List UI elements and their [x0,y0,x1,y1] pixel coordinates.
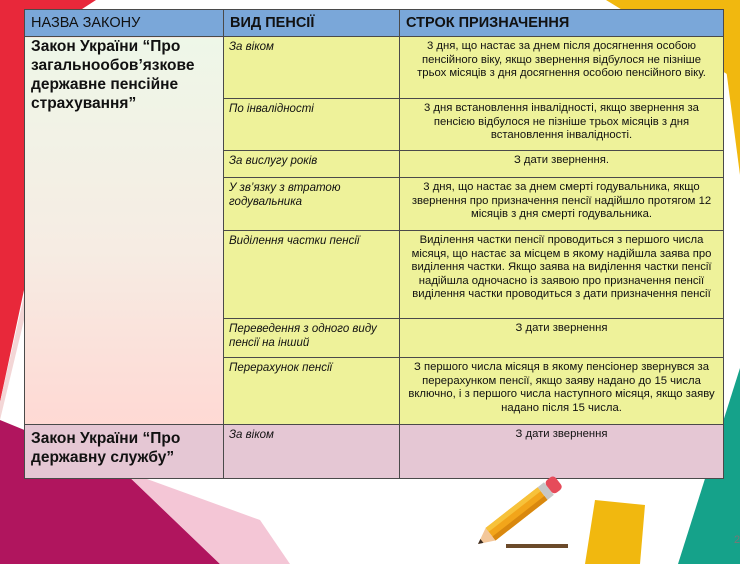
pension-type-cell: Перерахунок пенсії [224,358,400,425]
bg-left-red-shape [0,46,24,402]
table-header-row [25,10,724,37]
pension-type-cell: За віком [224,37,400,99]
slide-number: 2 [734,534,740,546]
pension-type-cell: За вислугу років [224,151,400,178]
assignment-term-cell: Виділення частки пенсії проводиться з першого числа місяця, що настає за місцем в якому надійшла заява про виділення частки. Якщо заява на виділення частки пенсії надійшла одночасно із заявою про призначення пенсії виділення частки проводиться з дати призначення пенсії [400,231,724,319]
assignment-term-cell: З дати звернення. [400,151,724,178]
assignment-term-cell: З дати звернення [400,425,724,479]
pension-type-cell: Виділення частки пенсії [224,231,400,319]
header-pension-type: ВИД ПЕНСІЇ [224,10,400,37]
law-name-cell: Закон України “Про державну службу” [25,425,224,479]
bg-right-yellow-shape [722,32,740,175]
assignment-term-cell: 3 дня, що настає за днем смерті годувальника, якщо звернення про призначення пенсії надійшло протягом 12 місяців з дня смерті годувальника. [400,178,724,231]
assignment-term-cell: 3 дня встановлення інвалідності, якщо звернення за пенсією відбулося не пізніше трьох місяців з дня встановлення інвалідності. [400,99,724,151]
pension-type-cell: По інвалідності [224,99,400,151]
assignment-term-cell: З першого числа місяця в якому пенсіонер звернувся за перерахунком пенсії, якщо заяву надано до 15 числа включно, і з першого числа наступного місяця, якщо заяву надано після 15 числа. [400,358,724,425]
pension-table [24,9,724,479]
header-law-name: НАЗВА ЗАКОНУ [25,10,224,37]
header-assignment-term: СТРОК ПРИЗНАЧЕННЯ [400,10,724,37]
assignment-term-cell: 3 дня, що настає за днем після досягнення особою пенсійного віку, якщо звернення відбулося не пізніше трьох місяців з дня досягнення особою пенсійного віку. [400,37,724,99]
pension-type-cell: Переведення з одного виду пенсії на інший [224,319,400,358]
pension-type-cell: У зв’язку з втратою годувальника [224,178,400,231]
bg-bottom-yellow-shape [585,500,645,564]
pencil-icon [472,474,572,550]
law-name-cell: Закон України “Про загальнообов’язкове державне пенсійне страхування” [25,37,224,425]
table-row [25,425,724,479]
pension-type-cell: За віком [224,425,400,479]
table-row [25,37,724,99]
assignment-term-cell: З дати звернення [400,319,724,358]
